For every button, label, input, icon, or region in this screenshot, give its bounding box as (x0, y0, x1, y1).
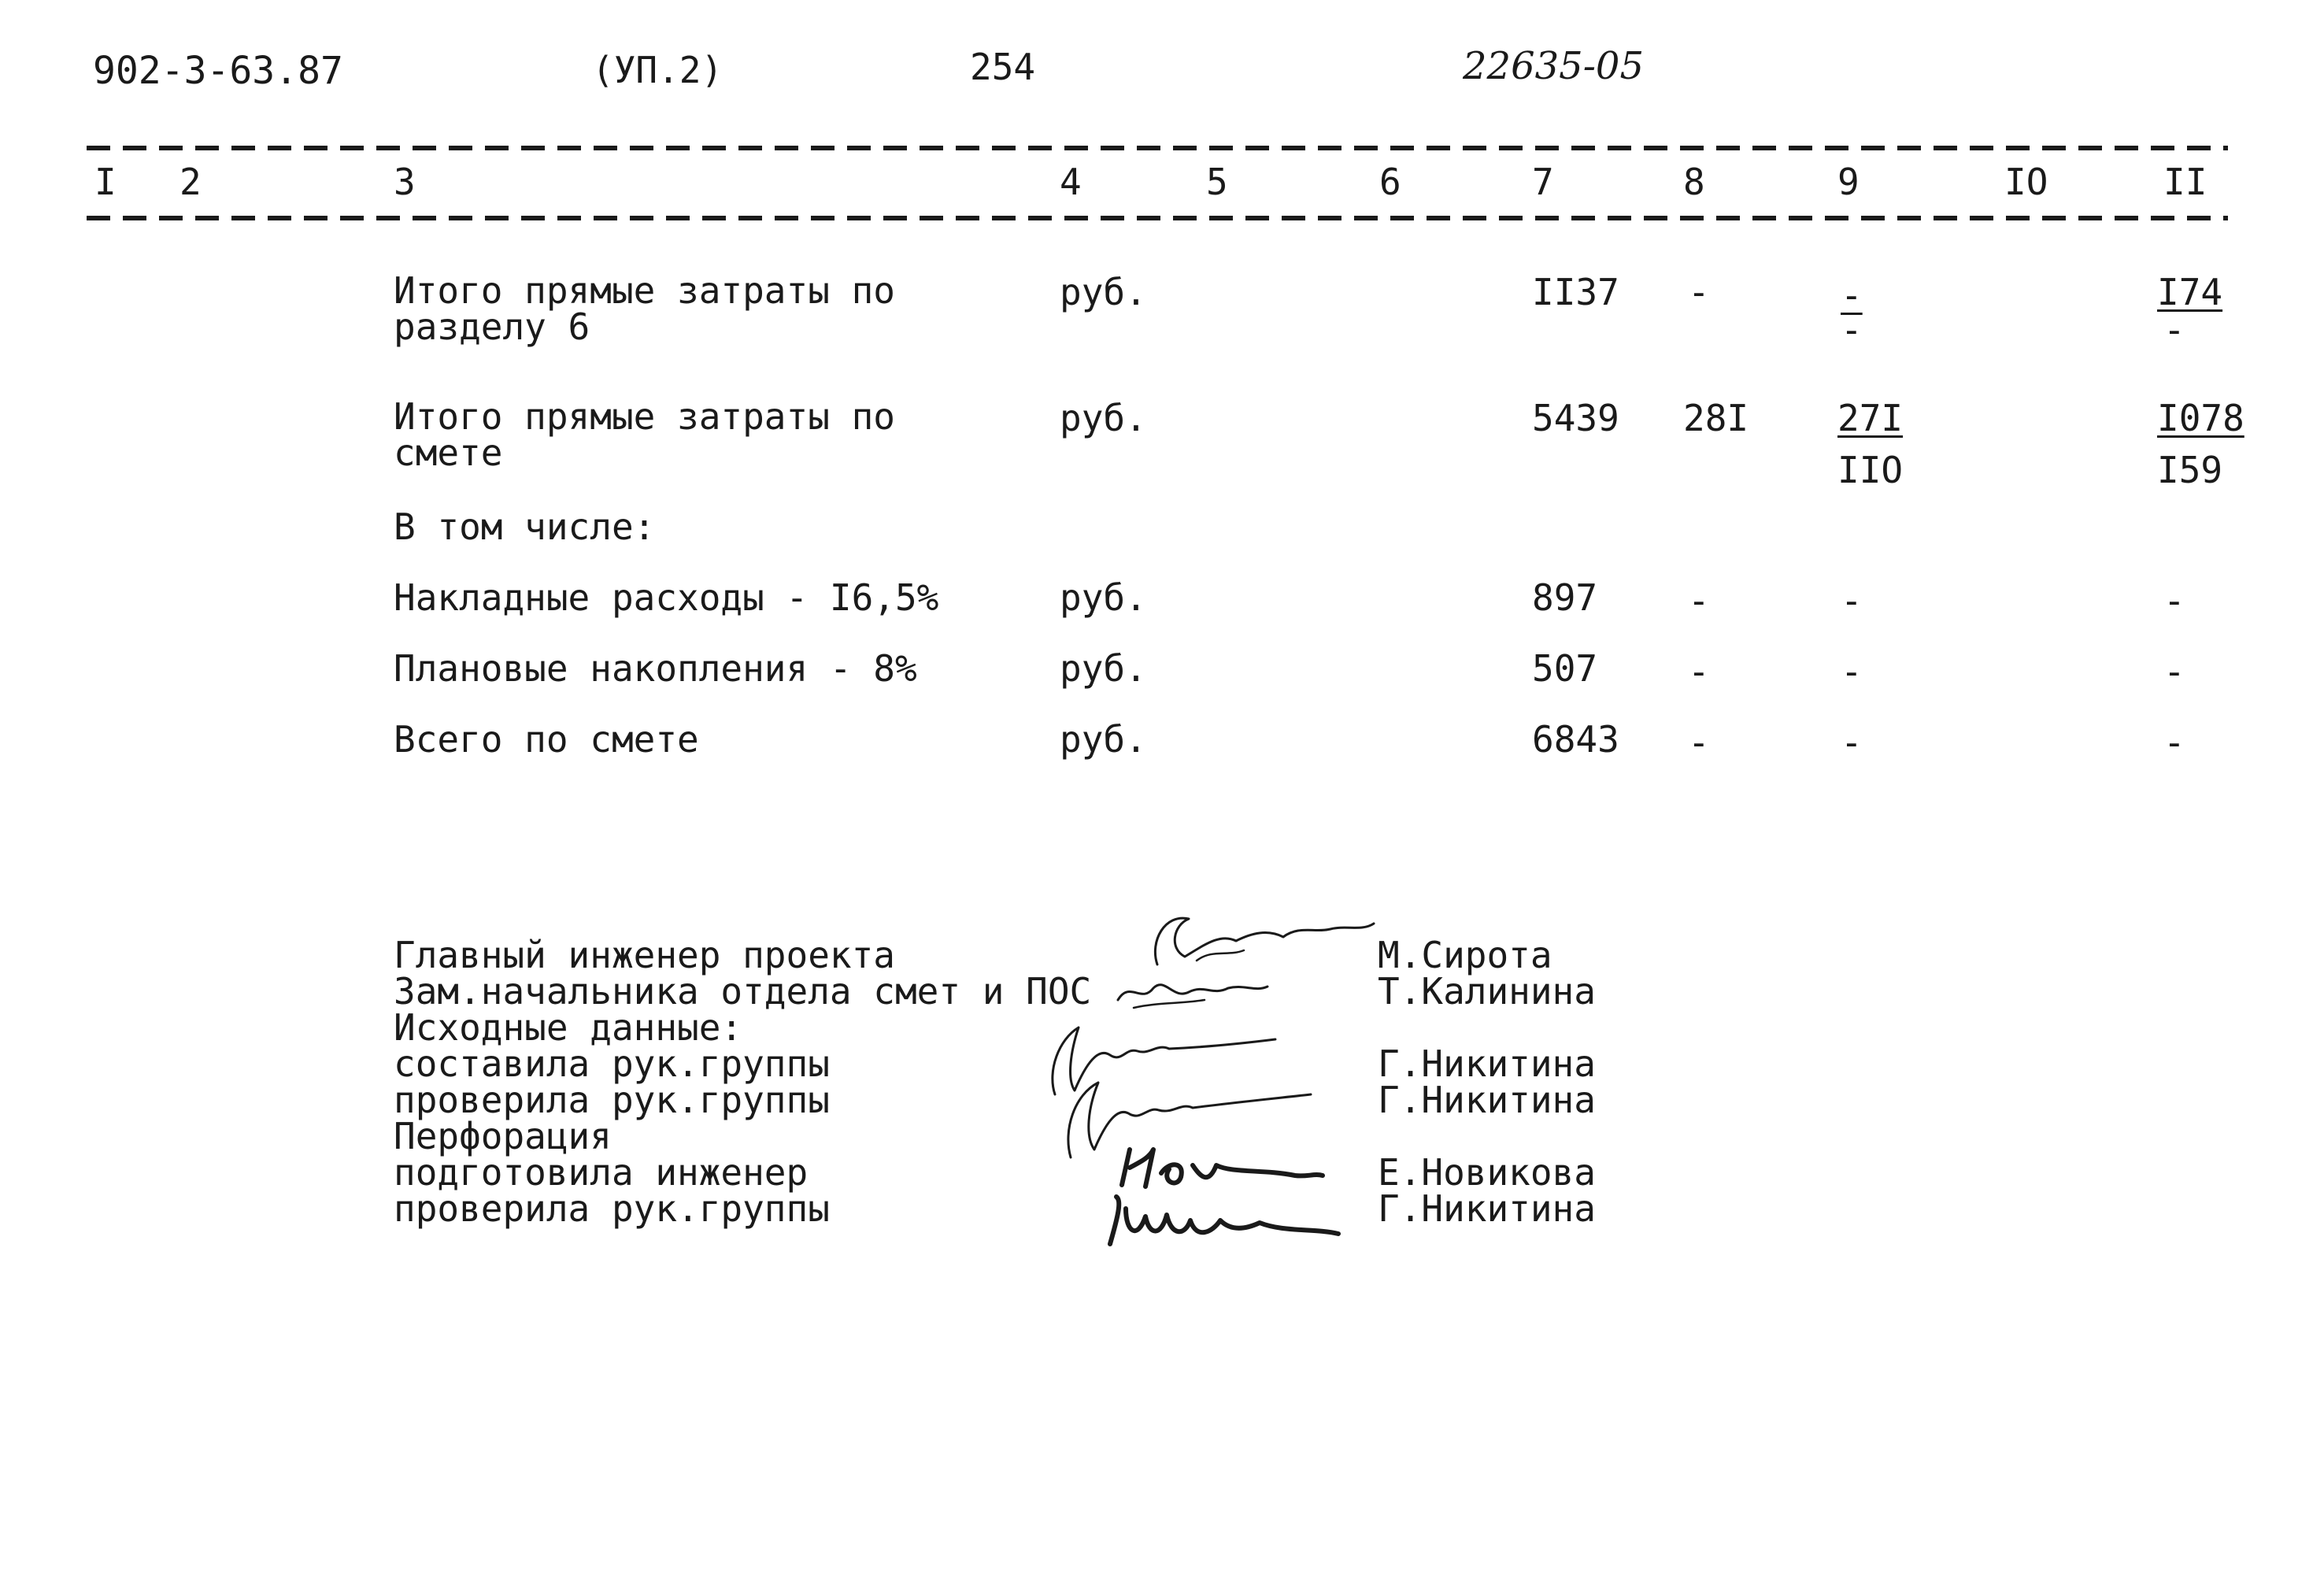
row-col8: - (1688, 721, 1710, 764)
row-unit: руб. (1060, 397, 1147, 439)
header-rule-bottom (87, 216, 2228, 220)
row-col8: - (1688, 271, 1710, 313)
row-col11-bottom: I59 (2157, 449, 2223, 491)
row-unit: руб. (1060, 718, 1147, 761)
signatory-name: М.Сирота (1378, 934, 1552, 976)
row-col11-top: I078 (2157, 397, 2244, 439)
position-line: Перфорация (394, 1115, 612, 1157)
position-line: составила рук.группы (394, 1042, 830, 1085)
row-col9: - (1841, 650, 1863, 693)
row-col11-bottom: - (2163, 309, 2185, 351)
signature-positions (394, 934, 1092, 1230)
column-header: 5 (1206, 161, 1228, 203)
column-header: IO (2004, 161, 2048, 203)
signature-names (1378, 934, 1596, 1230)
row-cost: II37 (1532, 271, 1619, 313)
position-line: проверила рук.группы (394, 1187, 830, 1230)
row-cost: 507 (1532, 647, 1598, 690)
row-col11: - (2163, 721, 2185, 764)
column-header: 9 (1837, 161, 1860, 203)
signatory-name: Г.Никитина (1378, 1042, 1596, 1085)
signatory-name: Е.Новикова (1378, 1151, 1596, 1194)
inventory-number: 22635-05 (1463, 44, 1644, 88)
header-rule-top (87, 146, 2228, 150)
column-header: 7 (1532, 161, 1554, 203)
row-col11: - (2163, 650, 2185, 693)
signatory-name: Г.Никитина (1378, 1079, 1596, 1121)
row-col9: - (1841, 579, 1863, 622)
signatory-name (1378, 1118, 1596, 1154)
row-subheading: В том числе: (394, 505, 656, 548)
position-line: проверила рук.группы (394, 1079, 830, 1121)
row-name: Накладные расходы - I6,5% (394, 576, 939, 619)
page-number: 254 (970, 46, 1036, 88)
doc-code: 902-3-63.87 (93, 49, 343, 93)
position-line: Исходные данные: (394, 1006, 743, 1049)
column-header: 3 (394, 161, 416, 203)
column-header: 4 (1060, 161, 1082, 203)
row-col8: - (1688, 650, 1710, 693)
position-line: Главный инженер проекта (394, 934, 895, 976)
position-line: подготовила инженер (394, 1151, 809, 1194)
row-name: Всего по смете (394, 718, 699, 761)
album-label: (УП.2) (592, 49, 723, 91)
row-cost: 897 (1532, 576, 1598, 619)
column-header: I (94, 161, 117, 203)
row-col9-top: - (1841, 274, 1863, 317)
signatory-name: Г.Никитина (1378, 1187, 1596, 1230)
row-col8: - (1688, 579, 1710, 622)
column-header: II (2163, 161, 2207, 203)
row-cost: 6843 (1532, 718, 1619, 761)
row-col9: - (1841, 721, 1863, 764)
row-col9-bottom: IIO (1837, 449, 1904, 491)
row-col9-top: 27I (1837, 397, 1904, 439)
row-col9-bottom: - (1841, 309, 1863, 351)
signature-nikitina-3 (1094, 1185, 1354, 1256)
column-header: 2 (179, 161, 202, 203)
row-unit: руб. (1060, 576, 1147, 619)
row-cost: 5439 (1532, 397, 1619, 439)
signatory-name: Т.Калинина (1378, 970, 1596, 1013)
row-col11-top: I74 (2157, 271, 2223, 313)
row-col11: - (2163, 579, 2185, 622)
row-unit: руб. (1060, 647, 1147, 690)
row-name: Итого прямые затраты по разделу 6 (394, 269, 895, 348)
signature-kalinina (1110, 965, 1283, 1020)
row-unit: руб. (1060, 271, 1147, 313)
row-col8: 28I (1683, 397, 1749, 439)
column-header: 6 (1379, 161, 1401, 203)
signatory-name (1378, 1009, 1596, 1046)
column-header: 8 (1683, 161, 1705, 203)
row-name: Плановые накопления - 8% (394, 647, 917, 690)
row-name: Итого прямые затраты по смете (394, 395, 895, 474)
position-line: Зам.начальника отдела смет и ПОС (394, 970, 1092, 1013)
